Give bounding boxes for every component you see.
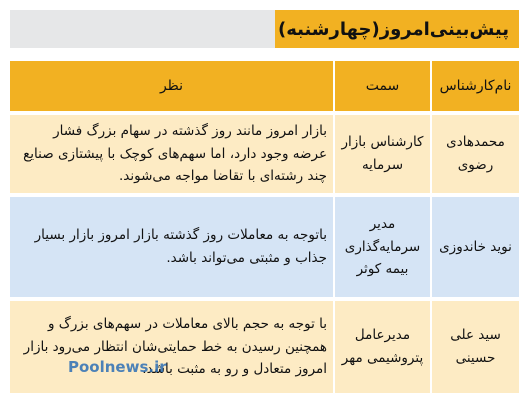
expert-opinion: بازار امروز مانند روز گذشته در سهام بزرگ فشار عرضه وجود دارد، اما سهم‌های کوچک با پیشتازی صنایع چند رشته‌ای با تقاضا مواجه می‌شوند. [10,113,334,195]
header-position: سمت [334,61,431,113]
table-header-row [10,61,519,113]
header-expert-name: نام‌کارشناس [431,61,519,113]
expert-position: کارشناس بازار سرمایه [334,113,431,195]
table-row [10,195,519,299]
expert-opinion: باتوجه به معاملات روز گذشته بازار امروز بازار بسیار جذاب و مثبتی می‌تواند باشد. [10,195,334,299]
expert-name: محمدهادی رضوی [431,113,519,195]
expert-name: نوید خاندوزی [431,195,519,299]
expert-name: سید علی حسینی [431,299,519,395]
table-row [10,113,519,195]
expert-position: مدیرعامل پتروشیمی مهر [334,299,431,395]
forecast-table [10,61,519,397]
page-title: پیش‌بینی‌امروز(چهارشنبه) [275,10,519,48]
expert-position: مدیر سرمایه‌گذاری بیمه کوثر [334,195,431,299]
watermark: Poolnews.ir [68,358,167,376]
table-row [10,299,519,395]
title-bar [10,10,519,48]
header-opinion: نظر [10,61,334,113]
expert-opinion: با توجه به حجم بالای معاملات در سهم‌های بزرگ و همچنین رسیدن به خط حمایتی‌شان انتظار می‌رود بازار امروز متعادل و رو به مثبت باشد. [10,299,334,395]
